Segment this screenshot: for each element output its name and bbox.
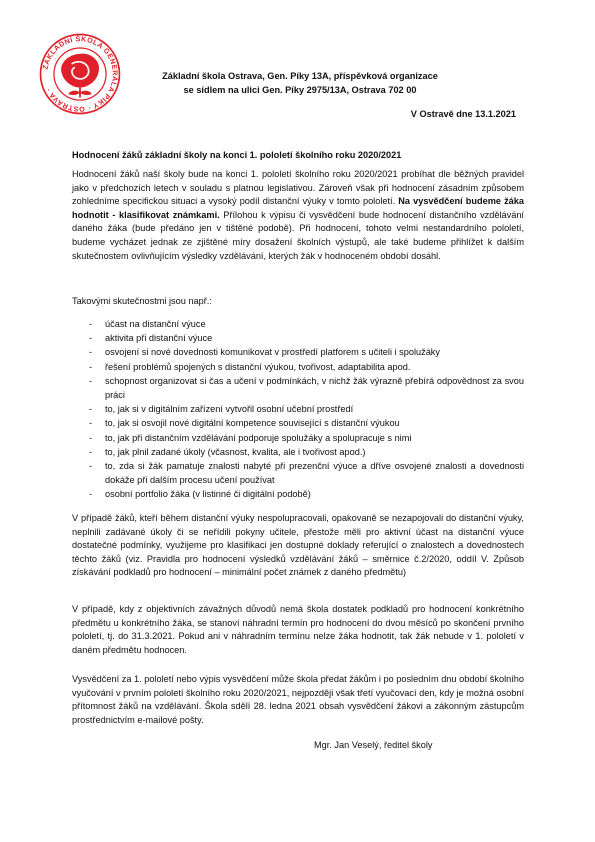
- list-item: [72, 402, 524, 416]
- replacement-term-paragraph: V případě, kdy z objektivních závažných důvodů nemá škola dostatek podkladů pro hodnocení konkrétního předmětu u konkrétního žáka, se stanoví náhradní termín pro hodnocení do dvou měsíců po skončení prvního pololetí, tj. do 31.3.2021. Pokud ani v náhradním termínu nelze žáka hodnotit, tak žák nebude v 1. pololetí v daném předmětu hodnocen.: [72, 604, 524, 655]
- list-bullet: -: [89, 489, 93, 500]
- list-bullet: -: [89, 432, 93, 443]
- list-bullet: -: [89, 375, 93, 386]
- list-bullet: -: [89, 404, 93, 415]
- list-item-text: to, jak si osvojil nové digitální kompetence související s distanční výukou: [105, 418, 400, 429]
- report-card-paragraph: Vysvědčení za 1. pololetí nebo výpis vysvědčení může škola předat žákům i po posledním dnu období školního vyučování v prvním pololetí školního roku 2020/2021, nejpozději však třetí vyučovací den, kdy je možná osobní přítomnost žáků na vzdělávání. Škola sdělí 28. ledna 2021 obsah vysvědčení žákovi a zákonným zástupcům prostřednictvím e-mailové pošty.: [72, 674, 524, 725]
- list-bullet: -: [89, 446, 93, 457]
- signature: Mgr. Jan Veselý, ředitel školy: [314, 740, 433, 750]
- document-date: V Ostravě dne 13.1.2021: [410, 109, 516, 119]
- list-bullet: -: [89, 461, 93, 472]
- list-item-text: aktivita při distanční výuce: [105, 333, 213, 344]
- intro-bold-statement: Na vysvědčení budeme žáka hodnotit - klasifikovat známkami.: [72, 196, 524, 220]
- intro-text-part2: Přílohou k výpisu či vysvědčení bude hodnocení distančního vzdělávání daného žáka (bude předáno jen v tištěné podobě). Při hodnocení, tohoto velmi nestandardního pololetí, budeme vycházet jednak ze zjištěné míry dosažení školních výstupů, ale také budeme přihlížet k dalším skutečnostem ovlivňujícím výsledky vzdělávání, kterých žák v hodnoceném období dosáhl.: [72, 209, 524, 261]
- list-item: [72, 416, 524, 430]
- list-item-text: to, jak si v digitálním zařízení vytvořil osobní učební prostředí: [105, 404, 354, 415]
- list-item: [72, 445, 524, 459]
- list-item: [72, 487, 524, 501]
- list-bullet: -: [89, 361, 93, 372]
- list-bullet: -: [89, 418, 93, 429]
- intro-text-part1: Hodnocení žáků naší školy bude na konci 1. pololetí školního roku 2020/2021 probíhat dle běžných pravidel jako v předchozích letech v souladu s platnou legislativou. Zároveň však při hodnocení zásadním způsobem zohledníme specifickou situaci a vysoký podíl distanční výuky v tomto pololetí.: [72, 169, 524, 207]
- list-bullet: -: [89, 347, 93, 358]
- list-item-text: účast na distanční výuce: [105, 319, 206, 329]
- list-bullet: -: [89, 319, 93, 329]
- list-item: [72, 317, 524, 331]
- criteria-list: [72, 317, 524, 502]
- list-item-text: řešení problémů spojených s distanční výukou, tvořivost, adaptabilita apod.: [105, 361, 411, 372]
- list-item: [72, 360, 524, 374]
- rose-icon: [61, 54, 99, 98]
- school-address: se sídlem na ulici Gen. Píky 2975/13A, Ostrava 702 00: [183, 85, 417, 95]
- list-item-text: to, jak plnil zadané úkoly (včasnost, kvalita, ale i tvořivost apod.): [105, 446, 366, 457]
- list-lead: Takovými skutečnostmi jsou např.:: [72, 296, 212, 306]
- non-participation-paragraph: V případě žáků, kteří během distanční výuky nespolupracovali, opakovaně se nezapojovali do distanční výuky, neplnili zadávané úkoly či se neřídili pokyny učitele, přestože měli pro aktivní účast na distanční výuce dostatečné podmínky, využijeme pro klasifikaci jen dostupné doklady referující o znalostech a dovednostech těchto žáků (viz. Pravidla pro hodnocení výsledků vzdělávání žáků – směrnice č.2/2020, oddíl V. Způsob získávání podkladů pro hodnocení – minimální počet známek z daného předmětu): [72, 513, 524, 578]
- intro-paragraph: [72, 168, 524, 263]
- list-item-text: to, jak při distančním vzdělávání podporuje spolužáky a spolupracuje s nimi: [105, 432, 412, 443]
- list-item: [72, 374, 524, 402]
- school-seal-logo: [38, 32, 122, 116]
- list-item: [72, 345, 524, 359]
- list-item: [72, 459, 524, 487]
- list-item: [72, 331, 524, 345]
- list-item-text: osvojení si nové dovednosti komunikovat v prostředí platforem s učiteli i spolužáky: [105, 347, 440, 358]
- school-name: Základní škola Ostrava, Gen. Píky 13A, příspěvková organizace: [162, 71, 438, 81]
- list-item-text: to, zda si žák pamatuje znalosti nabyté při prezenční výuce a dříve osvojené znalosti a dovednosti dokáže při dalším procesu učení používat: [105, 461, 524, 486]
- logo-ring-text: ZÁKLADNÍ ŠKOLA GENERÁLA PÍKY · OSTRAVA ·: [41, 35, 119, 113]
- school-header: [140, 69, 460, 97]
- list-bullet: -: [89, 333, 93, 344]
- document-title: Hodnocení žáků základní školy na konci 1. pololetí školního roku 2020/2021: [72, 150, 402, 160]
- list-item-text: osobní portfolio žáka (v listinné či digitální podobě): [105, 489, 311, 500]
- list-item-text: schopnost organizovat si čas a učení v podmínkách, v nichž žák výrazně přebírá odpovědnost za svou práci: [105, 375, 524, 401]
- list-item: [72, 431, 524, 445]
